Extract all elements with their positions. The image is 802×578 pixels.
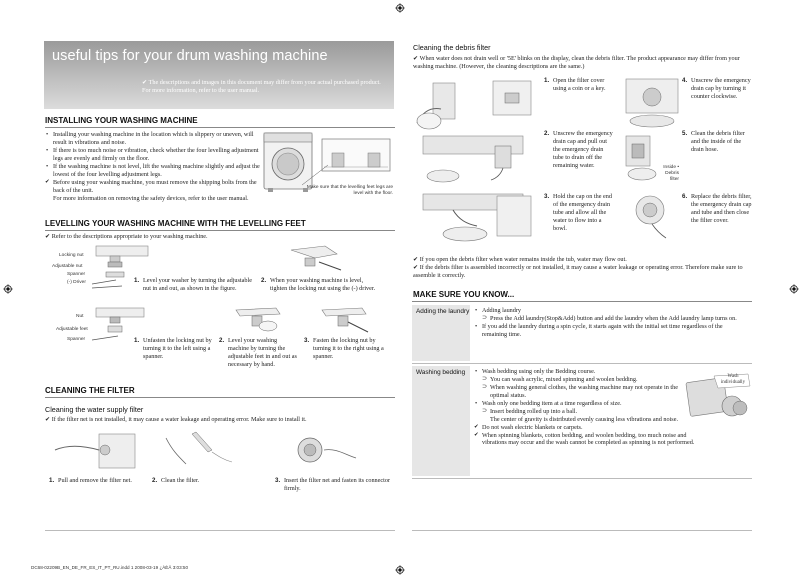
levelling-a-step-2: 2. When your washing machine is level, tighten the locking nut using the (-) driver. <box>261 277 376 292</box>
label-spanner-a: Spanner <box>67 272 86 277</box>
levelling-tighten-illustration <box>285 244 345 274</box>
registration-mark-right <box>789 284 799 294</box>
label-adjustable-nut: Adjustable nut <box>52 264 83 269</box>
levelling-rule <box>45 230 395 231</box>
left-bottom-rule <box>45 530 395 531</box>
table-divider-1 <box>412 363 752 364</box>
levelling-b-step-1: 1. Unfasten the locking nut by turning it to the left using a spanner. <box>134 337 212 360</box>
supply-filter-illustration-3 <box>280 430 372 472</box>
list-item: ⊃ You can wash acrylic, mixed spinning and woolen bedding. <box>474 376 696 384</box>
debris-illustration-4 <box>622 77 682 129</box>
supply-filter-heading: Cleaning the water supply filter <box>45 405 144 414</box>
header-disclaimer: ✔ The descriptions and images in this document may differ from your actual purchased product. For more information, refer to the user manual. <box>142 79 381 95</box>
debris-step-3: 3. Hold the cap on the end of the emergency drain tube and allow all the water to flow into a bowl. <box>544 193 612 232</box>
debris-step-1: 1. Open the filter cover using a coin or a key. <box>544 77 606 92</box>
debris-step-5: 5. Clean the debris filter and the inside of the drain hose. <box>682 130 745 153</box>
make-sure-heading: MAKE SURE YOU KNOW... <box>413 290 515 299</box>
table-divider-2 <box>412 478 752 479</box>
debris-illustration-2 <box>413 132 541 187</box>
levelling-fasten-illustration <box>318 306 370 336</box>
cleaning-filter-heading: CLEANING THE FILTER <box>45 386 135 395</box>
list-item: • Adding laundry <box>474 307 748 315</box>
cleaning-filter-rule <box>45 397 395 398</box>
registration-mark-bottom <box>395 565 405 575</box>
debris-illustration-1 <box>413 77 541 132</box>
print-footer: DC68-02209B_EN_DE_FR_ES_IT_PT_RU.indd 1 2008-03-19 ¿ÀÈÄ 3:03:50 <box>31 565 189 570</box>
header-banner <box>44 41 394 109</box>
registration-mark-top <box>395 3 405 13</box>
adding-laundry-head: Adding the laundry <box>412 305 470 361</box>
levelling-by-hand-illustration <box>232 306 284 336</box>
wash-individually-label: Wash individually <box>720 374 746 386</box>
debris-illustration-3 <box>413 190 541 245</box>
washing-bedding-body <box>474 368 696 447</box>
supply-step-3: 3. Insert the filter net and fasten its connector firmly. <box>275 477 391 492</box>
levelling-b-step-3: 3. Fasten the locking nut by turning it to the right using a spanner. <box>304 337 384 360</box>
levelling-b-step-2: 2. Level your washing machine by turning the adjustable feet in and out as necessary by hand. <box>219 337 297 368</box>
right-bottom-rule <box>412 530 752 531</box>
list-item: ⊃ Press the Add laundry(Stop&Add) button and add the laundry when the Add laundry lamp turns on. <box>474 315 748 323</box>
supply-step-2: 2. Clean the filter. <box>152 477 200 484</box>
list-item: ⊃ When washing general clothes, the washing machine may not operate in the optimal status. <box>474 384 696 400</box>
list-item: ⊃ Insert bedding rolled up into a ball. <box>474 408 696 416</box>
installing-heading: INSTALLING YOUR WASHING MACHINE <box>45 116 198 125</box>
list-item: • Installing your washing machine in the location which is slippery or uneven, will result in vibrations and noise. <box>45 131 260 147</box>
list-item: The center of gravity is distributed evenly causing less vibrations and noise. <box>490 415 678 423</box>
list-item: ✔ Before using your washing machine, you must remove the shipping bolts from the back of the unit. <box>45 179 260 195</box>
list-item: • If there is too much noise or vibration, check whether the four levelling adjustment legs are evenly and firmly on the floor. <box>45 147 260 163</box>
debris-step-4: 4. Unscrew the emergency drain cap by turning it counter clockwise. <box>682 77 751 100</box>
list-item: For more information on removing the safety devices, refer to the user manual. <box>53 194 249 202</box>
label-nut: Nut <box>76 314 84 319</box>
supply-filter-illustration-1 <box>49 430 141 472</box>
debris-step-6: 6. Replace the debris filter, the emergency drain cap and tube and then close the filter cover. <box>682 193 752 224</box>
list-item: • Wash only one bedding item at a time regardless of size. <box>474 400 696 408</box>
inside-debris-filter-label: Inside • Debris filter <box>663 165 679 182</box>
debris-step-2: 2. Unscrew the emergency drain cap and pull out the emergency drain tube to drain off the remaining water. <box>544 130 613 169</box>
adding-laundry-row <box>412 305 752 361</box>
debris-filter-heading: Cleaning the debris filter <box>413 43 491 52</box>
washing-bedding-head: Washing bedding <box>412 366 470 476</box>
installing-list <box>45 131 260 202</box>
debris-note-1: ✔ If you open the debris filter when water remains inside the tub, water may flow out. <box>413 256 627 263</box>
page-title: useful tips for your drum washing machine <box>52 48 328 64</box>
levelling-heading: LEVELLING YOUR WASHING MACHINE WITH THE LEVELLING FEET <box>45 219 306 228</box>
list-item: • If you add the laundry during a spin cycle, it starts again with the initial set time regardless of the remaining time. <box>474 323 748 339</box>
label-spanner-b: Spanner <box>67 337 86 342</box>
debris-illustration-6 <box>622 190 682 242</box>
supply-filter-intro: ✔ If the filter net is not installed, it may cause a water leakage and operating error. Make sure to install it. <box>45 416 307 423</box>
supply-step-1: 1. Pull and remove the filter net. <box>49 477 132 484</box>
debris-note-2: ✔ If the debris filter is assembled incorrectly or not installed, it may cause a water leakage or operating error. Therefore make sure to assemble it correctly. <box>413 264 743 279</box>
label-locking-nut: Locking nut <box>59 253 84 258</box>
list-item: • If the washing machine is not level, lift the washing machine slightly and adjust the lowest of the four levelling adjustment legs. <box>45 163 260 179</box>
label-adjustable-feet: Adjustable feet <box>56 327 88 332</box>
list-item: ✔ When spinning blankets, cotton bedding, and woolen bedding, too much noise and vibrations may occur and the wash cannot be completed as spinning is not performed. <box>474 432 696 448</box>
installing-rule <box>45 127 395 128</box>
list-item: • Wash bedding using only the Bedding course. <box>474 368 696 376</box>
make-sure-rule <box>412 301 752 302</box>
label-driver: (-) Driver <box>67 280 86 285</box>
levelling-caption: Make sure that the levelling feet legs are level with the floor. <box>306 185 393 196</box>
debris-filter-intro: ✔ When water does not drain well or '5E' blinks on the display, clean the debris filter. The product appearance may differ from your washing machine. (However, the cleaning descriptions are the same.) <box>413 55 740 70</box>
washing-machine-illustration <box>262 131 394 193</box>
adding-laundry-body <box>474 307 748 339</box>
supply-filter-illustration-2 <box>152 430 244 472</box>
list-item: ✔ Do not wash electric blankets or carpets. <box>474 424 696 432</box>
levelling-intro: ✔ Refer to the descriptions appropriate to your washing machine. <box>45 233 208 240</box>
levelling-a-step-1: 1. Level your washer by turning the adjustable nut in and out, as shown in the figure. <box>134 277 252 292</box>
registration-mark-left <box>3 284 13 294</box>
